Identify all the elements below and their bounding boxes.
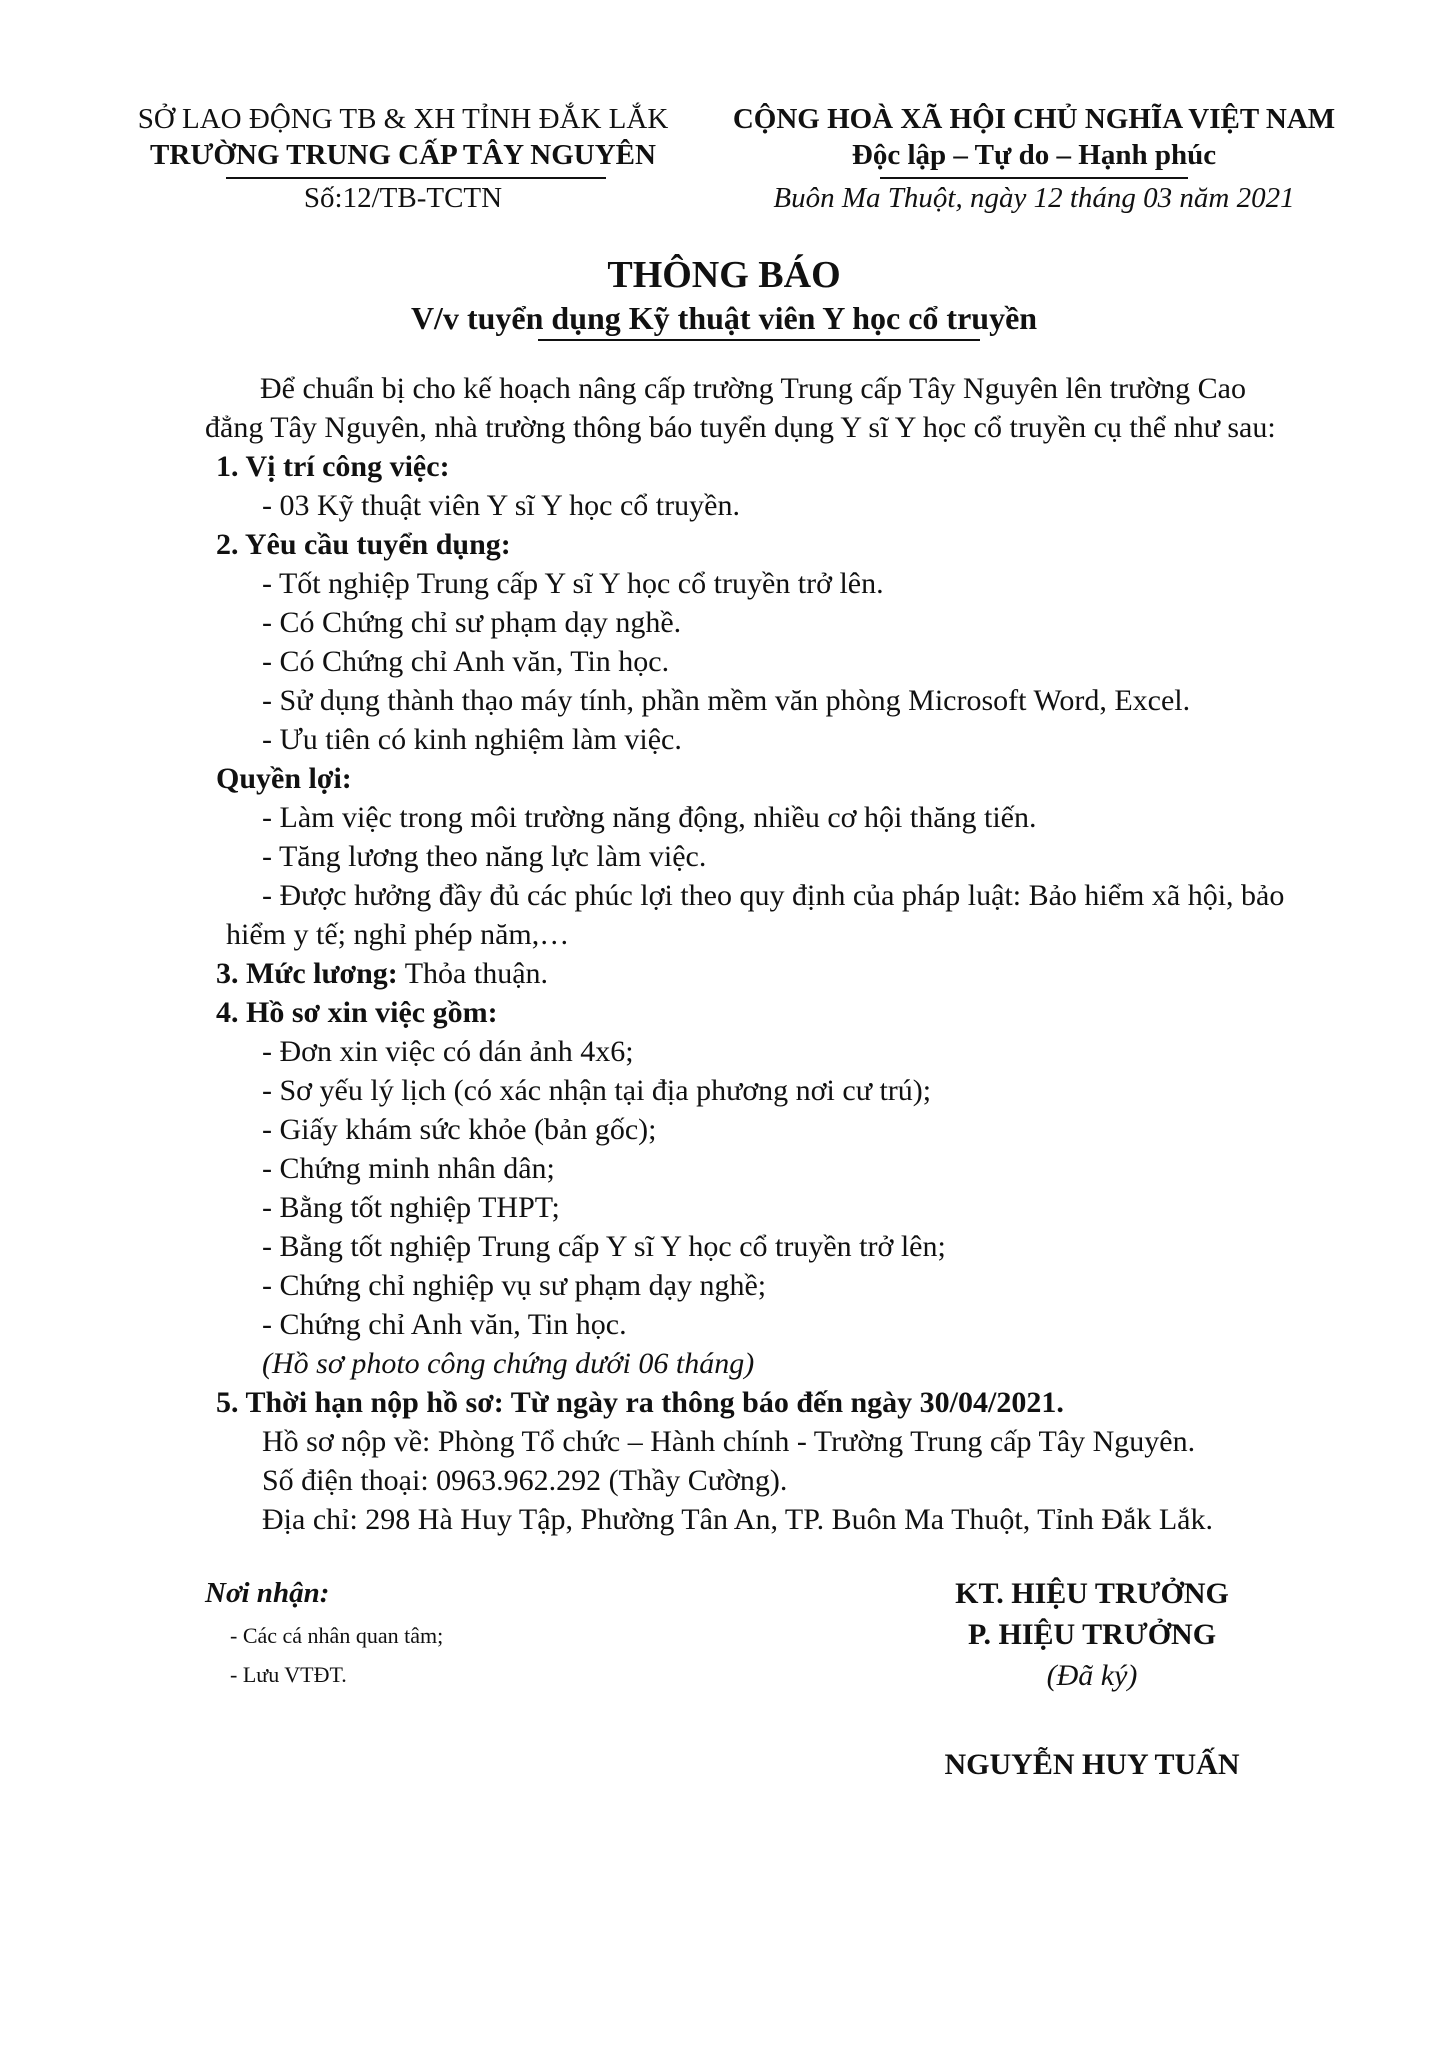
national-motto: Độc lập – Tự do – Hạnh phúc xyxy=(851,139,1217,171)
documents-note: (Hồ sơ photo công chứng dưới 06 tháng) xyxy=(262,1347,755,1380)
salary-heading: 3. Mức lương: xyxy=(216,957,398,990)
motto-underline xyxy=(880,177,1188,179)
list-item: - 03 Kỹ thuật viên Y sĩ Y học cổ truyền. xyxy=(262,489,740,522)
recipient-item: - Lưu VTĐT. xyxy=(230,1662,347,1687)
list-item: - Giấy khám sức khỏe (bản gốc); xyxy=(262,1113,657,1146)
list-item: - Tốt nghiệp Trung cấp Y sĩ Y học cổ truyền trở lên. xyxy=(262,567,884,600)
list-item: - Tăng lương theo năng lực làm việc. xyxy=(262,840,707,873)
list-item: - Sử dụng thành thạo máy tính, phần mềm văn phòng Microsoft Word, Excel. xyxy=(262,684,1191,717)
ministry-name: SỞ LAO ĐỘNG TB & XH TỈNH ĐẮK LẮK xyxy=(137,103,669,135)
list-item: - Có Chứng chỉ sư phạm dạy nghề. xyxy=(262,606,682,639)
deadline-heading: 5. Thời hạn nộp hồ sơ: Từ ngày ra thông báo đến ngày 30/04/2021. xyxy=(216,1386,1064,1419)
list-item: - Sơ yếu lý lịch (có xác nhận tại địa phương nơi cư trú); xyxy=(262,1074,932,1107)
school-underline xyxy=(226,177,606,179)
salary-line xyxy=(216,957,548,991)
intro-line-2: đẳng Tây Nguyên, nhà trường thông báo tuyển dụng Y sĩ Y học cổ truyền cụ thể như sau: xyxy=(205,411,1276,444)
list-item: - Bằng tốt nghiệp THPT; xyxy=(262,1191,560,1224)
recipient-item: - Các cá nhân quan tâm; xyxy=(230,1623,444,1648)
list-item: - Ưu tiên có kinh nghiệm làm việc. xyxy=(262,723,682,756)
document-number: Số:12/TB-TCTN xyxy=(303,182,503,214)
school-name: TRƯỜNG TRUNG CẤP TÂY NGUYÊN xyxy=(150,139,656,171)
country-name: CỘNG HOÀ XÃ HỘI CHỦ NGHĨA VIỆT NAM xyxy=(732,103,1336,135)
list-item: - Đơn xin việc có dán ảnh 4x6; xyxy=(262,1035,634,1068)
document-subtitle: V/v tuyển dụng Kỹ thuật viên Y học cổ truyền xyxy=(410,300,1038,336)
list-item: - Bằng tốt nghiệp Trung cấp Y sĩ Y học cổ truyền trở lên; xyxy=(262,1230,946,1263)
benefits-heading: Quyền lợi: xyxy=(216,762,352,795)
issue-date: Buôn Ma Thuột, ngày 12 tháng 03 năm 2021 xyxy=(773,182,1295,214)
signature-title-1: KT. HIỆU TRƯỞNG xyxy=(955,1577,1229,1610)
requirements-heading: 2. Yêu cầu tuyển dụng: xyxy=(216,528,511,561)
contact-phone: Số điện thoại: 0963.962.292 (Thầy Cường). xyxy=(262,1464,788,1497)
intro-line-1: Để chuẩn bị cho kế hoạch nâng cấp trường Trung cấp Tây Nguyên lên trường Cao xyxy=(260,372,1246,405)
submission-place: Hồ sơ nộp về: Phòng Tổ chức – Hành chính - Trường Trung cấp Tây Nguyên. xyxy=(262,1425,1196,1458)
signature-title-2: P. HIỆU TRƯỞNG xyxy=(967,1618,1217,1651)
position-heading: 1. Vị trí công việc: xyxy=(216,450,450,483)
documents-heading: 4. Hồ sơ xin việc gồm: xyxy=(216,996,498,1029)
list-item-continuation: hiểm y tế; nghỉ phép năm,… xyxy=(226,918,570,951)
list-item: - Chứng chỉ Anh văn, Tin học. xyxy=(262,1308,627,1341)
signed-note: (Đã ký) xyxy=(1046,1659,1138,1692)
list-item: - Chứng chỉ nghiệp vụ sư phạm dạy nghề; xyxy=(262,1269,767,1302)
list-item: - Có Chứng chỉ Anh văn, Tin học. xyxy=(262,645,670,678)
recipients-heading: Nơi nhận: xyxy=(205,1577,330,1609)
salary-value: Thỏa thuận. xyxy=(397,957,549,990)
list-item: - Làm việc trong môi trường năng động, nhiều cơ hội thăng tiến. xyxy=(262,801,1037,834)
signer-name: NGUYỄN HUY TUẤN xyxy=(944,1748,1240,1781)
subtitle-underline xyxy=(538,339,980,341)
list-item: - Chứng minh nhân dân; xyxy=(262,1152,555,1185)
contact-address: Địa chỉ: 298 Hà Huy Tập, Phường Tân An, TP. Buôn Ma Thuột, Tỉnh Đắk Lắk. xyxy=(262,1503,1213,1536)
document-title: THÔNG BÁO xyxy=(607,254,841,296)
list-item: - Được hưởng đầy đủ các phúc lợi theo quy định của pháp luật: Bảo hiểm xã hội, bảo xyxy=(262,879,1285,912)
